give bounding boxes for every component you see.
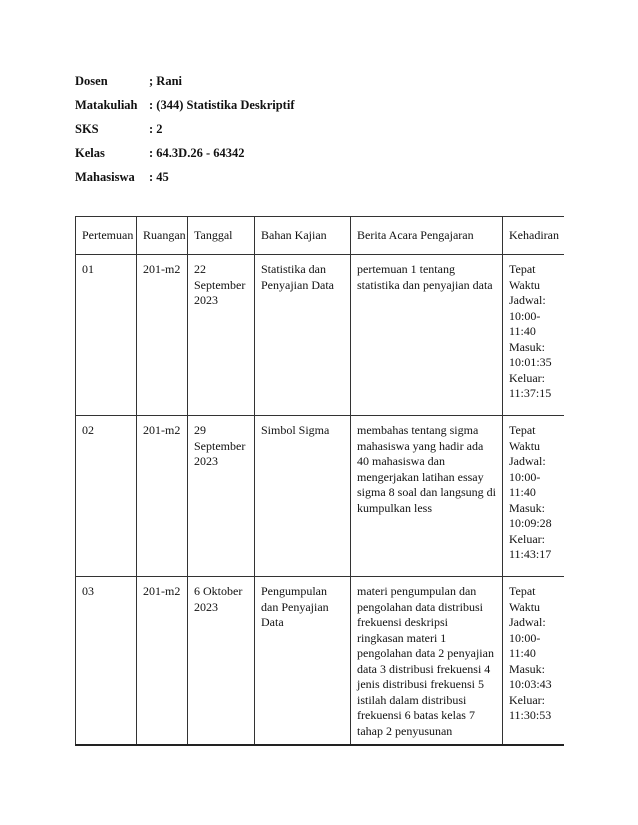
info-value: : (344) Statistika Deskriptif (149, 98, 295, 112)
cell-kehadiran: Tepat Waktu Jadwal: 10:00-11:40 Masuk: 10:03:43 Keluar: 11:30:53 (503, 577, 564, 745)
column-header-bahan-kajian: Bahan Kajian (255, 217, 351, 255)
info-label: Mahasiswa (75, 170, 135, 184)
column-header-pertemuan: Pertemuan (76, 217, 137, 255)
cell-tanggal: 6 Oktober 2023 (188, 577, 255, 745)
table-header-row (76, 217, 564, 255)
cell-tanggal: 29 September 2023 (188, 416, 255, 577)
table-row (76, 416, 564, 577)
info-value: : 45 (149, 170, 169, 184)
teaching-journal-table (75, 216, 564, 746)
column-header-kehadiran: Kehadiran (503, 217, 564, 255)
info-row-kelas (75, 144, 555, 168)
cell-pertemuan: 03 (76, 577, 137, 745)
table-row (76, 255, 564, 416)
info-row-sks (75, 120, 555, 144)
cell-kehadiran: Tepat Waktu Jadwal: 10:00-11:40 Masuk: 10:01:35 Keluar: 11:37:15 (503, 255, 564, 416)
info-label: Kelas (75, 146, 105, 160)
info-row-dosen (75, 72, 555, 96)
cell-tanggal: 22 September 2023 (188, 255, 255, 416)
cell-ruangan: 201-m2 (137, 416, 188, 577)
cell-bahan-kajian: Statistika dan Penyajian Data (255, 255, 351, 416)
info-row-matakuliah (75, 96, 555, 120)
info-label: Matakuliah (75, 98, 138, 112)
cell-berita-acara: materi pengumpulan dan pengolahan data distribusi frekuensi deskripsi ringkasan materi 1 pengolahan data 2 penyajian data 3 distribusi frekuensi 4 jenis distribusi frekuensi 5 istilah dalam distribusi frekuensi 6 batas kelas 7 tahap 2 penyusunan (351, 577, 503, 745)
cell-ruangan: 201-m2 (137, 255, 188, 416)
info-row-mahasiswa (75, 168, 555, 192)
cell-kehadiran: Tepat Waktu Jadwal: 10:00-11:40 Masuk: 10:09:28 Keluar: 11:43:17 (503, 416, 564, 577)
cell-pertemuan: 01 (76, 255, 137, 416)
info-value: : 64.3D.26 - 64342 (149, 146, 245, 160)
cell-bahan-kajian: Simbol Sigma (255, 416, 351, 577)
table-row (76, 577, 564, 745)
cell-bahan-kajian: Pengumpulan dan Penyajian Data (255, 577, 351, 745)
column-header-berita-acara: Berita Acara Pengajaran (351, 217, 503, 255)
column-header-tanggal: Tanggal (188, 217, 255, 255)
info-value: ; Rani (149, 74, 182, 88)
cell-berita-acara: membahas tentang sigma mahasiswa yang hadir ada 40 mahasiswa dan mengerjakan latihan essay sigma 8 soal dan langsung di kumpulkan less (351, 416, 503, 577)
info-value: : 2 (149, 122, 163, 136)
cell-ruangan: 201-m2 (137, 577, 188, 745)
course-info-header (75, 72, 555, 192)
cell-berita-acara: pertemuan 1 tentang statistika dan penyajian data (351, 255, 503, 416)
cell-pertemuan: 02 (76, 416, 137, 577)
info-label: Dosen (75, 74, 108, 88)
info-label: SKS (75, 122, 99, 136)
column-header-ruangan: Ruangan (137, 217, 188, 255)
